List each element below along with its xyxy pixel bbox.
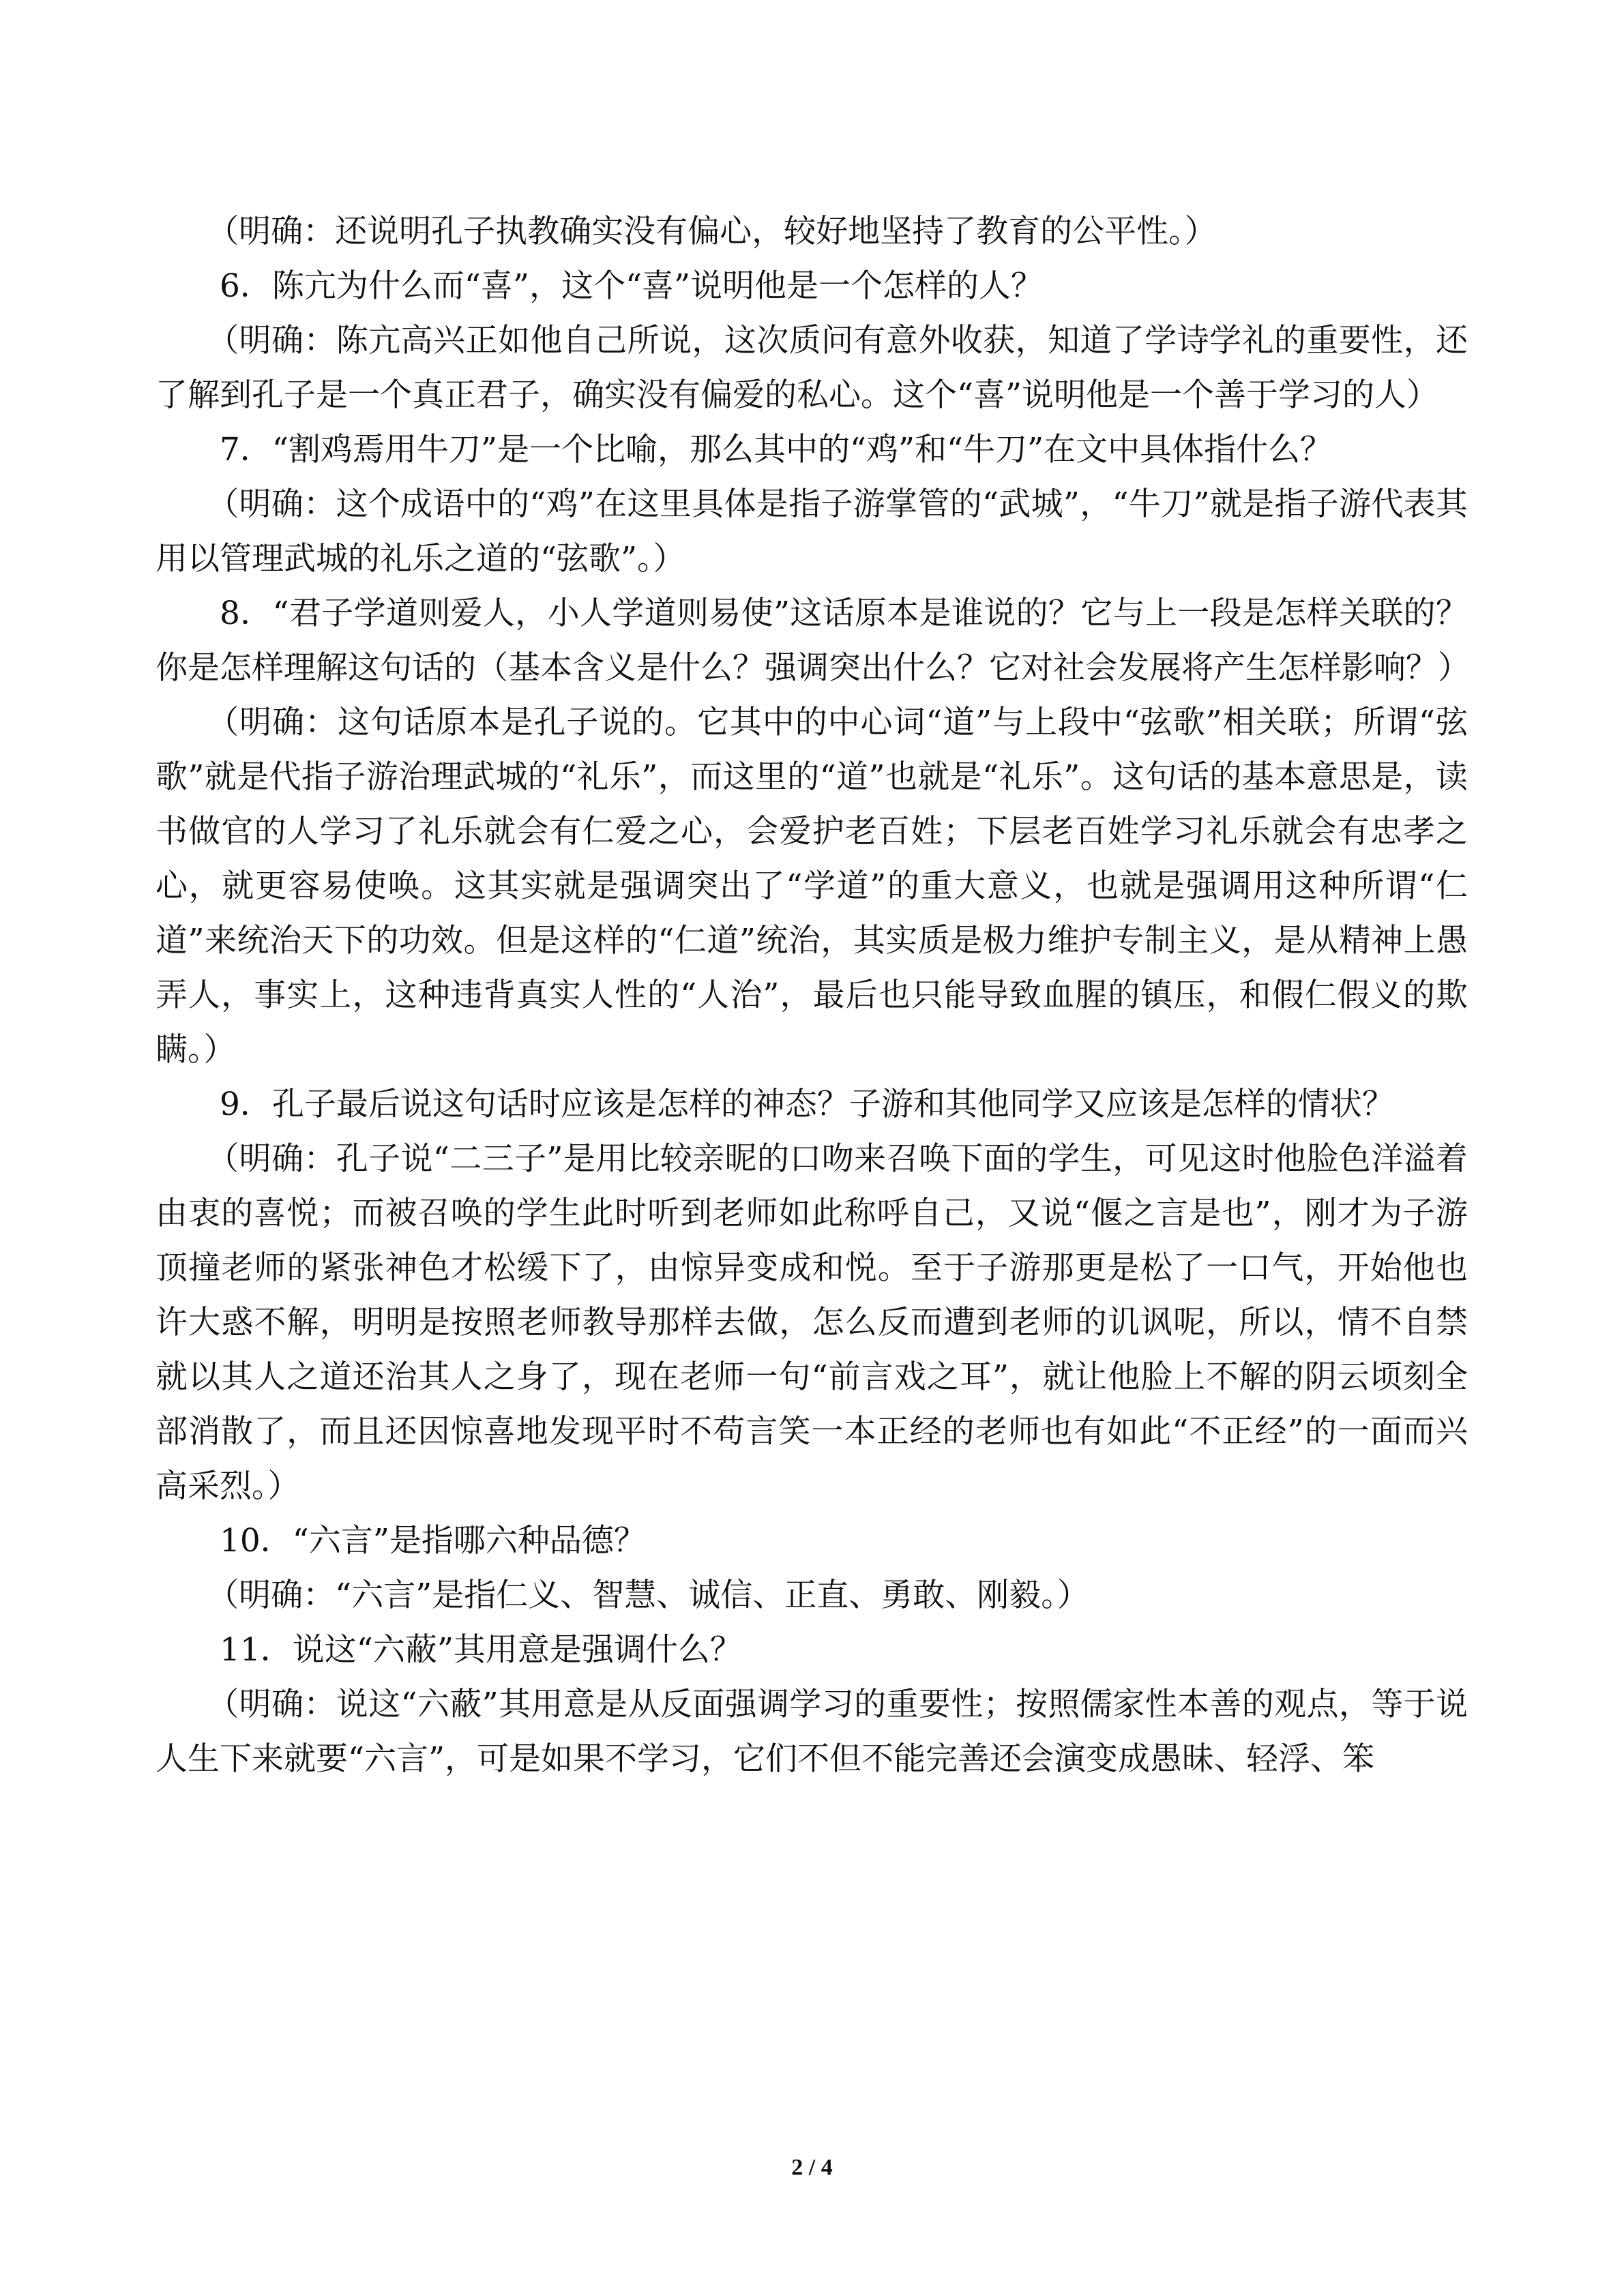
question-7: 7．“割鸡焉用牛刀”是一个比喻，那么其中的“鸡”和“牛刀”在文中具体指什么？ <box>220 431 1333 468</box>
question-9: 9．孔子最后说这句话时应该是怎样的神态？子游和其他同学又应该是怎样的情状？ <box>220 1086 1394 1123</box>
page-number: 2 / 4 <box>791 2155 833 2180</box>
answer-7: （明确：这个成语中的“鸡”在这里具体是指子游掌管的“武城”，“牛刀”就是指子游代表其用以管理武城的礼乐之道的“弦歌”。） <box>156 486 1468 578</box>
question-11: 11．说这“六蔽”其用意是强调什么？ <box>220 1631 742 1669</box>
answer-10: （明确：“六言”是指仁义、智慧、诚信、正直、勇敢、刚毅。） <box>207 1577 1089 1614</box>
answer-11: （明确：说这“六蔽”其用意是从反面强调学习的重要性；按照儒家性本善的观点，等于说人生下来就要“六言”，可是如果不学习，它们不但不能完善还会演变成愚昧、轻浮、笨 <box>156 1686 1468 1778</box>
answer-9: （明确：孔子说“二三子”是用比较亲昵的口吻来召唤下面的学生，可见这时他脸色洋溢着由衷的喜悦；而被召唤的学生此时听到老师如此称呼自己，又说“偃之言是也”，刚才为子游顶撞老师的紧张神色才松缓下了，由惊异变成和悦。至于子游那更是松了一口气，开始他也许大惑不解，明明是按照老师教导那样去做，怎么反而遭到老师的讥讽呢，所以，情不自禁就以其人之道还治其人之身了，现在老师一句“前言戏之耳”，就让他脸上不解的阴云顷刻全部消散了，而且还因惊喜地发现平时不苟言笑一本正经的老师也有如此“不正经”的一面而兴高采烈。） <box>156 1140 1468 1505</box>
answer-8: （明确：这句话原本是孔子说的。它其中的中心词“道”与上段中“弦歌”相关联；所谓“弦歌”就是代指子游治理武城的“礼乐”，而这里的“道”也就是“礼乐”。这句话的基本意思是，读书做官的人学习了礼乐就会有仁爱之心，会爱护老百姓；下层老百姓学习礼乐就会有忠孝之心，就更容易使唤。这其实就是强调突出了“学道”的重大意义，也就是强调用这种所谓“仁道”来统治天下的功效。但是这样的“仁道”统治，其实质是极力维护专制主义，是从精神上愚弄人，事实上，这种违背真实人性的“人治”，最后也只能导致血腥的镇压，和假仁假义的欺瞒。） <box>156 704 1468 1069</box>
document-body <box>156 205 1468 1787</box>
question-6: 6．陈亢为什么而“喜”，这个“喜”说明他是一个怎样的人？ <box>220 267 1044 305</box>
question-10: 10．“六言”是指哪六种品德？ <box>220 1522 646 1560</box>
answer-6: （明确：陈亢高兴正如他自己所说，这次质问有意外收获，知道了学诗学礼的重要性，还了解到孔子是一个真正君子，确实没有偏爱的私心。这个“喜”说明他是一个善于学习的人） <box>156 322 1468 414</box>
answer-paragraph-1: （明确：还说明孔子执教确实没有偏心，较好地坚持了教育的公平性。） <box>207 213 1217 250</box>
question-8: 8．“君子学道则爱人，小人学道则易使”这话原本是谁说的？它与上一段是怎样关联的？你是怎样理解这句话的（基本含义是什么？强调突出什么？它对社会发展将产生怎样影响？） <box>156 595 1470 687</box>
